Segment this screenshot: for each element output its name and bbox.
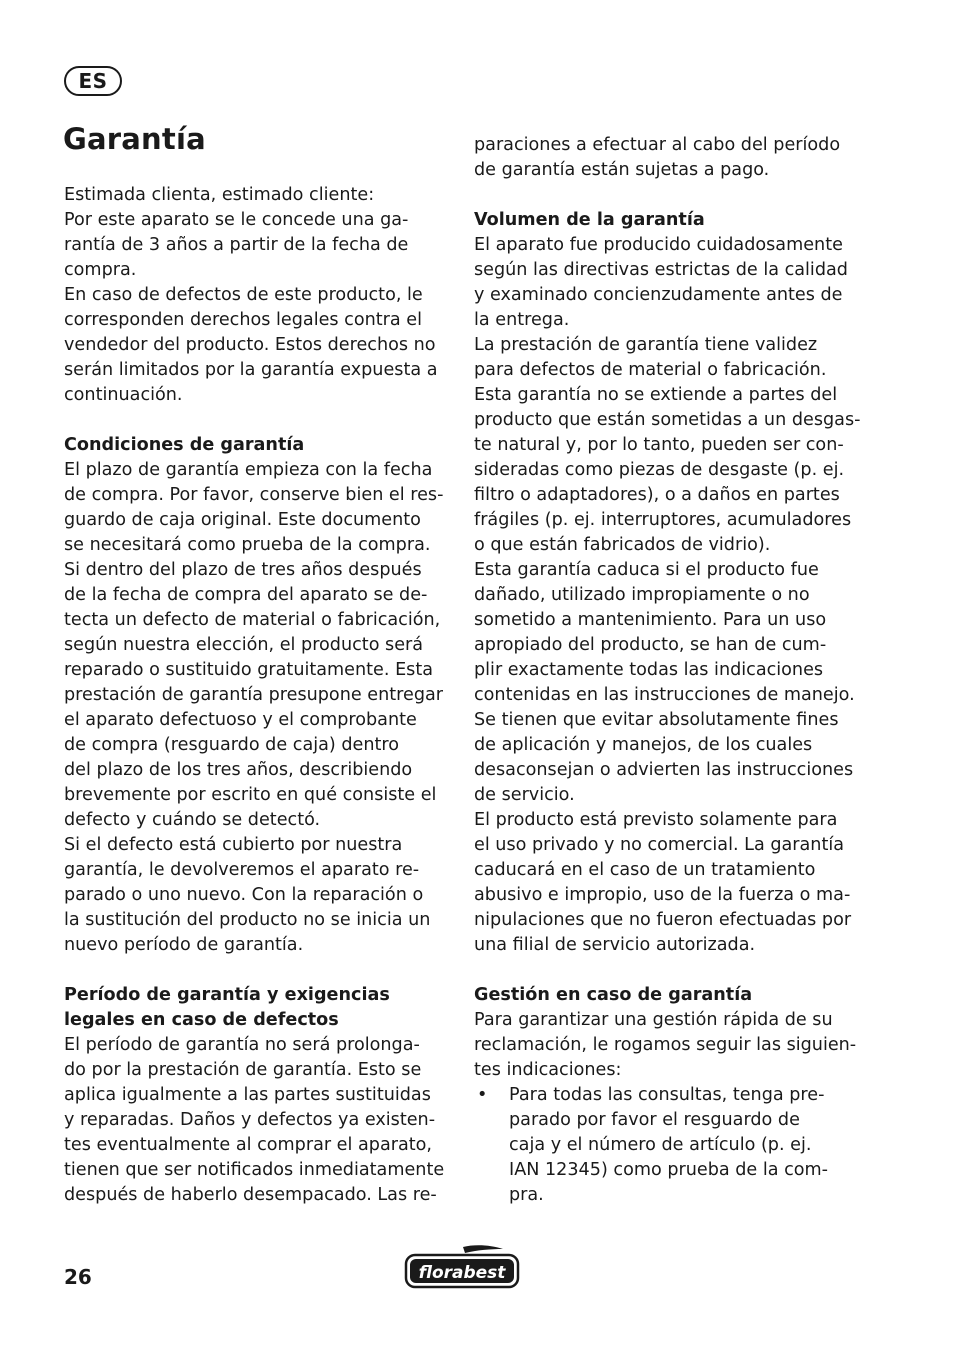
- text-line: nuevo período de garantía.: [64, 935, 304, 955]
- text-line: de compra (resguardo de caja) dentro: [64, 735, 400, 755]
- text-line: según nuestra elección, el producto será: [64, 635, 424, 655]
- text-line: Para garantizar una gestión rápida de su: [474, 1010, 833, 1030]
- text-line: vendedor del producto. Estos derechos no: [64, 335, 436, 355]
- text-line: El plazo de garantía empieza con la fecha: [64, 460, 433, 480]
- text-line: rantía de 3 años a partir de la fecha de: [64, 235, 409, 255]
- paragraph-gap: [64, 958, 449, 983]
- text-line: compra.: [64, 260, 137, 280]
- bullet-icon: •: [477, 1085, 488, 1105]
- text-line: de garantía están sujetas a pago.: [474, 160, 770, 180]
- page-title: Garantía: [63, 122, 206, 156]
- text-line: Si el defecto está cubierto por nuestra: [64, 835, 403, 855]
- text-line: para defectos de material o fabricación.: [474, 360, 827, 380]
- text-line: caja y el número de artículo (p. ej.: [509, 1135, 812, 1155]
- text-line: El período de garantía no será prolonga-: [64, 1035, 420, 1055]
- text-line: dañado, utilizado impropiamente o no: [474, 585, 810, 605]
- text-line: aplica igualmente a las partes sustituidas: [64, 1085, 431, 1105]
- text-line: En caso de defectos de este producto, le: [64, 285, 423, 305]
- text-line: serán limitados por la garantía expuesta a: [64, 360, 438, 380]
- text-line: apropiado del producto, se han de cum-: [474, 635, 827, 655]
- text-line: según las directivas estrictas de la calidad: [474, 260, 848, 280]
- text-line: continuación.: [64, 385, 183, 405]
- text-line: defecto y cuándo se detectó.: [64, 810, 321, 830]
- text-line: tes eventualmente al comprar el aparato,: [64, 1135, 432, 1155]
- text-line: garantía, le devolveremos el aparato re-: [64, 860, 420, 880]
- paragraph-gap: [64, 408, 449, 433]
- text-line: reparado o sustituido gratuitamente. Esta: [64, 660, 434, 680]
- paragraph-gap: [474, 183, 862, 208]
- florabest-logo: [403, 1244, 521, 1290]
- text-line: sometido a mantenimiento. Para un uso: [474, 610, 827, 630]
- text-line: el uso privado y no comercial. La garantía: [474, 835, 845, 855]
- text-line: Esta garantía no se extiende a partes del: [474, 385, 838, 405]
- text-line: tienen que ser notificados inmediatamente: [64, 1160, 445, 1180]
- left-text-column: [64, 183, 449, 1208]
- text-line: El producto está previsto solamente para: [474, 810, 838, 830]
- text-line: de la fecha de compra del aparato se de-: [64, 585, 428, 605]
- text-line: y reparadas. Daños y defectos ya existen-: [64, 1110, 436, 1130]
- text-line: La prestación de garantía tiene validez: [474, 335, 818, 355]
- svg-text:florabest: florabest: [418, 1263, 506, 1283]
- text-line: la sustitución del producto no se inicia un: [64, 910, 431, 930]
- text-line: IAN 12345) como prueba de la com-: [509, 1160, 829, 1180]
- page-number: 26: [64, 1265, 92, 1289]
- text-line: El aparato fue producido cuidadosamente: [474, 235, 843, 255]
- text-line: de compra. Por favor, conserve bien el res-: [64, 485, 444, 505]
- text-line: Por este aparato se le concede una ga-: [64, 210, 409, 230]
- text-line: prestación de garantía presupone entregar: [64, 685, 443, 705]
- text-line: tes indicaciones:: [474, 1060, 622, 1080]
- text-line: del plazo de los tres años, describiendo: [64, 760, 413, 780]
- text-line: Se tienen que evitar absolutamente fines: [474, 710, 839, 730]
- text-line: contenidas en las instrucciones de manejo.: [474, 685, 855, 705]
- paragraph-gap: [474, 958, 862, 983]
- text-line: Si dentro del plazo de tres años después: [64, 560, 422, 580]
- text-line: producto que están sometidas a un desgas-: [474, 410, 861, 430]
- section-heading: legales en caso de defectos: [64, 1010, 339, 1030]
- text-line: do por la prestación de garantía. Esto se: [64, 1060, 422, 1080]
- bullet-text: Para todas las consultas, tenga pre-: [509, 1085, 825, 1105]
- text-line: sideradas como piezas de desgaste (p. ej.: [474, 460, 845, 480]
- text-line: nipulaciones que no fueron efectuadas por: [474, 910, 852, 930]
- text-line: pra.: [509, 1185, 544, 1205]
- text-line: Esta garantía caduca si el producto fue: [474, 560, 819, 580]
- section-heading: Gestión en caso de garantía: [474, 985, 753, 1005]
- text-line: o que están fabricados de vidrio).: [474, 535, 771, 555]
- text-line: Estimada clienta, estimado cliente:: [64, 185, 375, 205]
- text-line: caducará en el caso de un tratamiento: [474, 860, 816, 880]
- text-line: de aplicación y manejos, de los cuales: [474, 735, 813, 755]
- text-line: de servicio.: [474, 785, 575, 805]
- text-line: se necesitará como prueba de la compra.: [64, 535, 431, 555]
- text-line: tecta un defecto de material o fabricación,: [64, 610, 441, 630]
- text-line: reclamación, le rogamos seguir las siguien-: [474, 1035, 857, 1055]
- right-text-column: [474, 133, 862, 1208]
- text-line: filtro o adaptadores), o a daños en partes: [474, 485, 840, 505]
- text-line: después de haberlo desempacado. Las re-: [64, 1185, 437, 1205]
- text-line: una filial de servicio autorizada.: [474, 935, 756, 955]
- section-heading: Volumen de la garantía: [474, 210, 705, 230]
- text-line: la entrega.: [474, 310, 570, 330]
- section-heading: Condiciones de garantía: [64, 435, 305, 455]
- text-line: desaconsejan o advierten las instrucciones: [474, 760, 854, 780]
- text-line: paraciones a efectuar al cabo del período: [474, 135, 841, 155]
- section-heading: Período de garantía y exigencias: [64, 985, 390, 1005]
- text-line: parado o uno nuevo. Con la reparación o: [64, 885, 424, 905]
- language-badge: ES: [64, 66, 122, 96]
- text-line: brevemente por escrito en qué consiste el: [64, 785, 437, 805]
- text-line: y examinado concienzudamente antes de: [474, 285, 843, 305]
- text-line: te natural y, por lo tanto, pueden ser con-: [474, 435, 844, 455]
- text-line: parado por favor el resguardo de: [509, 1110, 800, 1130]
- text-line: corresponden derechos legales contra el: [64, 310, 422, 330]
- text-line: frágiles (p. ej. interruptores, acumuladores: [474, 510, 852, 530]
- text-line: abusivo e impropio, uso de la fuerza o ma-: [474, 885, 851, 905]
- text-line: plir exactamente todas las indicaciones: [474, 660, 824, 680]
- bullet-item-line: [474, 1083, 862, 1108]
- text-line: el aparato defectuoso y el comprobante: [64, 710, 417, 730]
- text-line: guardo de caja original. Este documento: [64, 510, 421, 530]
